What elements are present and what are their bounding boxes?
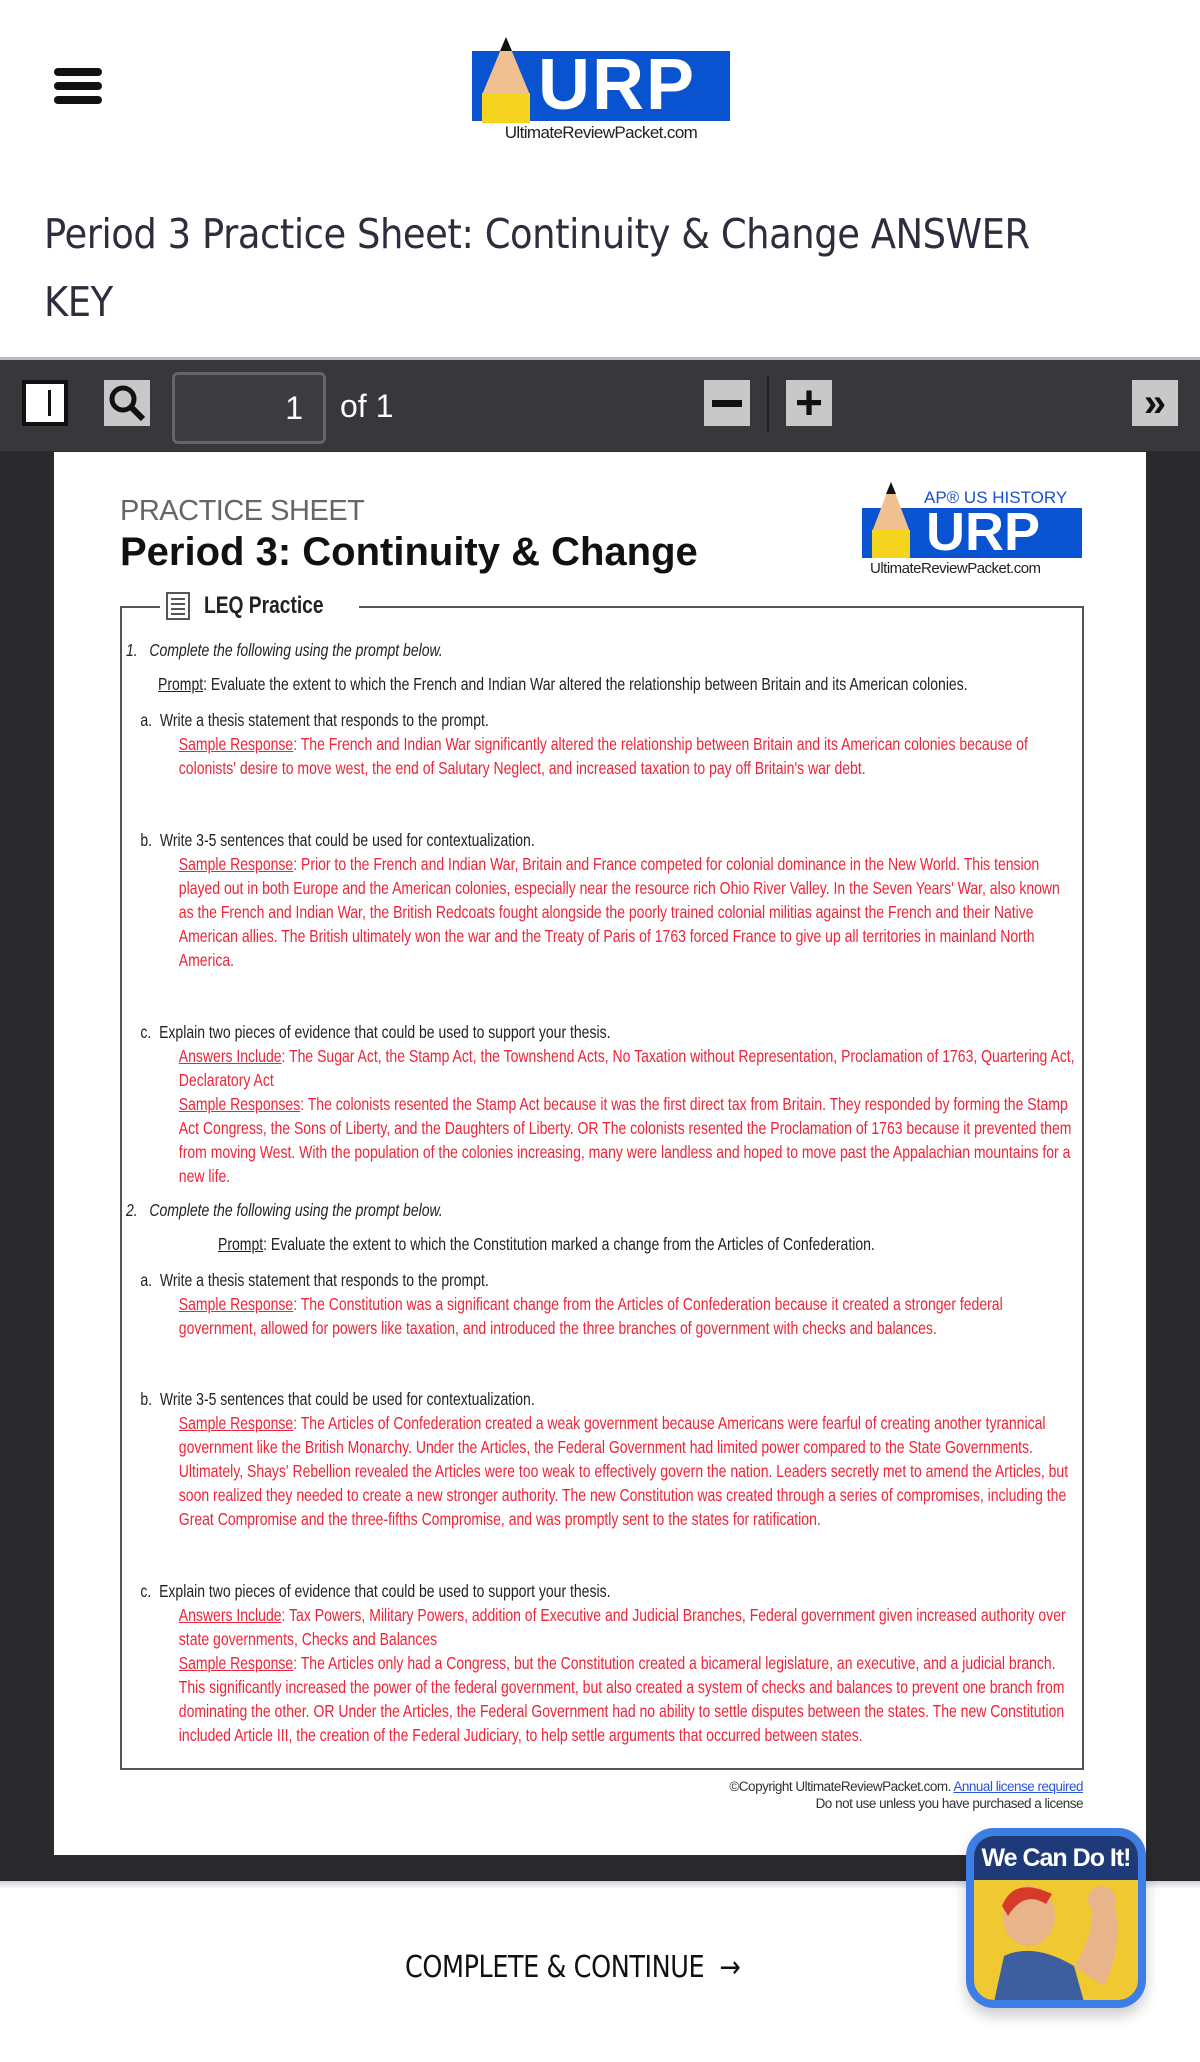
item-text: Explain two pieces of evidence that could be used to support your thesis. — [159, 1022, 611, 1042]
complete-label: COMPLETE & CONTINUE — [405, 1950, 705, 1985]
item-letter: b. — [140, 830, 153, 850]
item-text: Write 3-5 sentences that could be used for contextualization. — [159, 830, 535, 850]
response-label: Sample Response — [178, 854, 294, 874]
response-label: Sample Response — [178, 734, 294, 754]
q-number: 1. — [126, 640, 138, 660]
section-heading — [160, 592, 359, 620]
prompt-text: : Evaluate the extent to which the French and Indian War altered the relationship between Britain and its American colonies. — [203, 674, 968, 694]
copyright-text: ©Copyright UltimateReviewPacket.com. — [729, 1779, 951, 1794]
item-letter: a. — [140, 1270, 153, 1290]
urp-logo[interactable] — [470, 35, 732, 145]
rosie-illustration-icon — [974, 1876, 1138, 2002]
response-label: Sample Response — [178, 1294, 294, 1314]
response-text: : The colonists resented the Stamp Act because it was the first direct tax from Britain. They responded by forming the Stamp Act Congress, the Sons of Liberty, and the Daughters of Liberty. OR The colonists resented the Proclamation of 1763 because it prevented them from moving West. With the population of the colonies increasing, many were landless and hoped to move past the Appalachian mountains for a new life. — [178, 1094, 1072, 1186]
document-icon — [166, 592, 190, 620]
logo-site: UltimateReviewPacket.com — [504, 123, 698, 142]
we-can-do-it-badge[interactable] — [966, 1828, 1146, 2008]
answers-label: Answers Include — [178, 1605, 282, 1625]
search-icon[interactable] — [104, 380, 150, 426]
complete-continue-button[interactable] — [405, 1950, 740, 1985]
item-text: Write 3-5 sentences that could be used for contextualization. — [159, 1389, 535, 1409]
q-instruction: Complete the following using the prompt below. — [149, 1200, 443, 1220]
response-label: Sample Response — [178, 1413, 294, 1433]
pencil-icon — [868, 480, 914, 560]
response-text: : The Constitution was a significant change from the Articles of Confederation because it created a stronger federal government, allowed for powers like taxation, and introduced the three branches of government with checks and balances. — [178, 1294, 1003, 1338]
page-title: Period 3 Practice Sheet: Continuity & Change ANSWER KEY — [44, 210, 1030, 326]
logo-text: URP — [926, 502, 1041, 562]
answers-text: : Tax Powers, Military Powers, addition of Executive and Judicial Branches, Federal government given increased authority over state governments, Checks and Balances — [178, 1605, 1066, 1649]
answers-label: Answers Include — [178, 1046, 282, 1066]
response-label: Sample Responses — [178, 1094, 301, 1114]
menu-icon[interactable] — [54, 68, 102, 108]
item-text: Explain two pieces of evidence that could be used to support your thesis. — [159, 1581, 611, 1601]
pdf-toolbar — [0, 357, 1200, 451]
prompt-text: : Evaluate the extent to which the Constitution marked a change from the Articles of Confederation. — [263, 1234, 875, 1254]
copyright-notice — [729, 1778, 1083, 1812]
logo-text: URP — [538, 45, 697, 125]
item-letter: a. — [140, 710, 153, 730]
arrow-right-icon: → — [719, 1950, 741, 1985]
response-text: : Prior to the French and Indian War, Britain and France competed for colonial dominance in the New World. This tension played out in both Europe and the American colonies, especially near the resource rich Ohio River Valley. In the Seven Years' War, also known as the French and Indian War, the British Redcoats fought alongside the poorly trained colonial militias against the French and their Native American allies. The British ultimately won the war and the Treaty of Paris of 1763 forced France to give up all territories in mainland North America. — [178, 854, 1060, 970]
logo-ap: AP® US HISTORY — [924, 488, 1068, 507]
answers-text: : The Sugar Act, the Stamp Act, the Townshend Acts, No Taxation without Representation, Proclamation of 1763, Quartering Act, Declaratory Act — [178, 1046, 1075, 1090]
zoom-out-icon[interactable] — [704, 380, 750, 426]
item-text: Write a thesis statement that responds to the prompt. — [159, 1270, 489, 1290]
badge-text: We Can Do It! — [974, 1836, 1138, 1880]
doc-logo — [860, 478, 1084, 578]
license-notice: Do not use unless you have purchased a license — [815, 1796, 1083, 1811]
item-text: Write a thesis statement that responds to the prompt. — [159, 710, 489, 730]
doc-label: PRACTICE SHEET — [120, 495, 365, 527]
doc-title: Period 3: Continuity & Change — [120, 530, 698, 574]
page-number-input[interactable] — [172, 372, 326, 444]
item-letter: c. — [140, 1581, 152, 1601]
item-letter: c. — [140, 1022, 152, 1042]
page-count: of 1 — [340, 388, 394, 424]
sidebar-toggle-icon[interactable] — [22, 380, 68, 426]
response-text: : The Articles only had a Congress, but the Constitution created a bicameral legislature, an executive, and a judicial branch. This significantly increased the power of the federal government, but also created a system of checks and balances to prevent one branch from dominating the other. OR Under the Articles, the Federal Government had no ability to settle disputes between the states. The new Constitution included Article III, the creation of the Federal Judiciary, to help settle arguments that occurred between states. — [178, 1653, 1065, 1745]
section-label: LEQ Practice — [204, 592, 324, 619]
response-label: Sample Response — [178, 1653, 294, 1673]
response-text: : The Articles of Confederation created a weak government because Americans were fearful of creating another tyrannical government like the British Monarchy. Under the Articles, the Federal Government had limited power compared to the State Governments. Ultimately, Shays' Rebellion revealed the Articles were too weak to effectively govern the nation. Leaders secretly met to amend the Articles, but soon realized they needed to create a new stronger authority. The new Constitution was created through a series of compromises, including the Great Compromise and the three-fifths Compromise, and was promptly sent to the states for ratification. — [178, 1413, 1069, 1529]
q-instruction: Complete the following using the prompt below. — [149, 640, 443, 660]
q-number: 2. — [126, 1200, 138, 1220]
response-text: : The French and Indian War significantly altered the relationship between Britain and its American colonies because of colonists' desire to move west, the end of Salutary Neglect, and increased taxation to pay off Britain's war debt. — [178, 734, 1028, 778]
pencil-icon — [476, 35, 536, 125]
tools-chevron-icon[interactable]: » — [1132, 380, 1178, 426]
logo-site: UltimateReviewPacket.com — [870, 560, 1041, 577]
zoom-in-icon[interactable]: + — [786, 380, 832, 426]
prompt-label: Prompt — [218, 1234, 264, 1254]
item-letter: b. — [140, 1389, 153, 1409]
license-link[interactable]: Annual license required — [953, 1779, 1083, 1794]
prompt-label: Prompt — [158, 674, 204, 694]
